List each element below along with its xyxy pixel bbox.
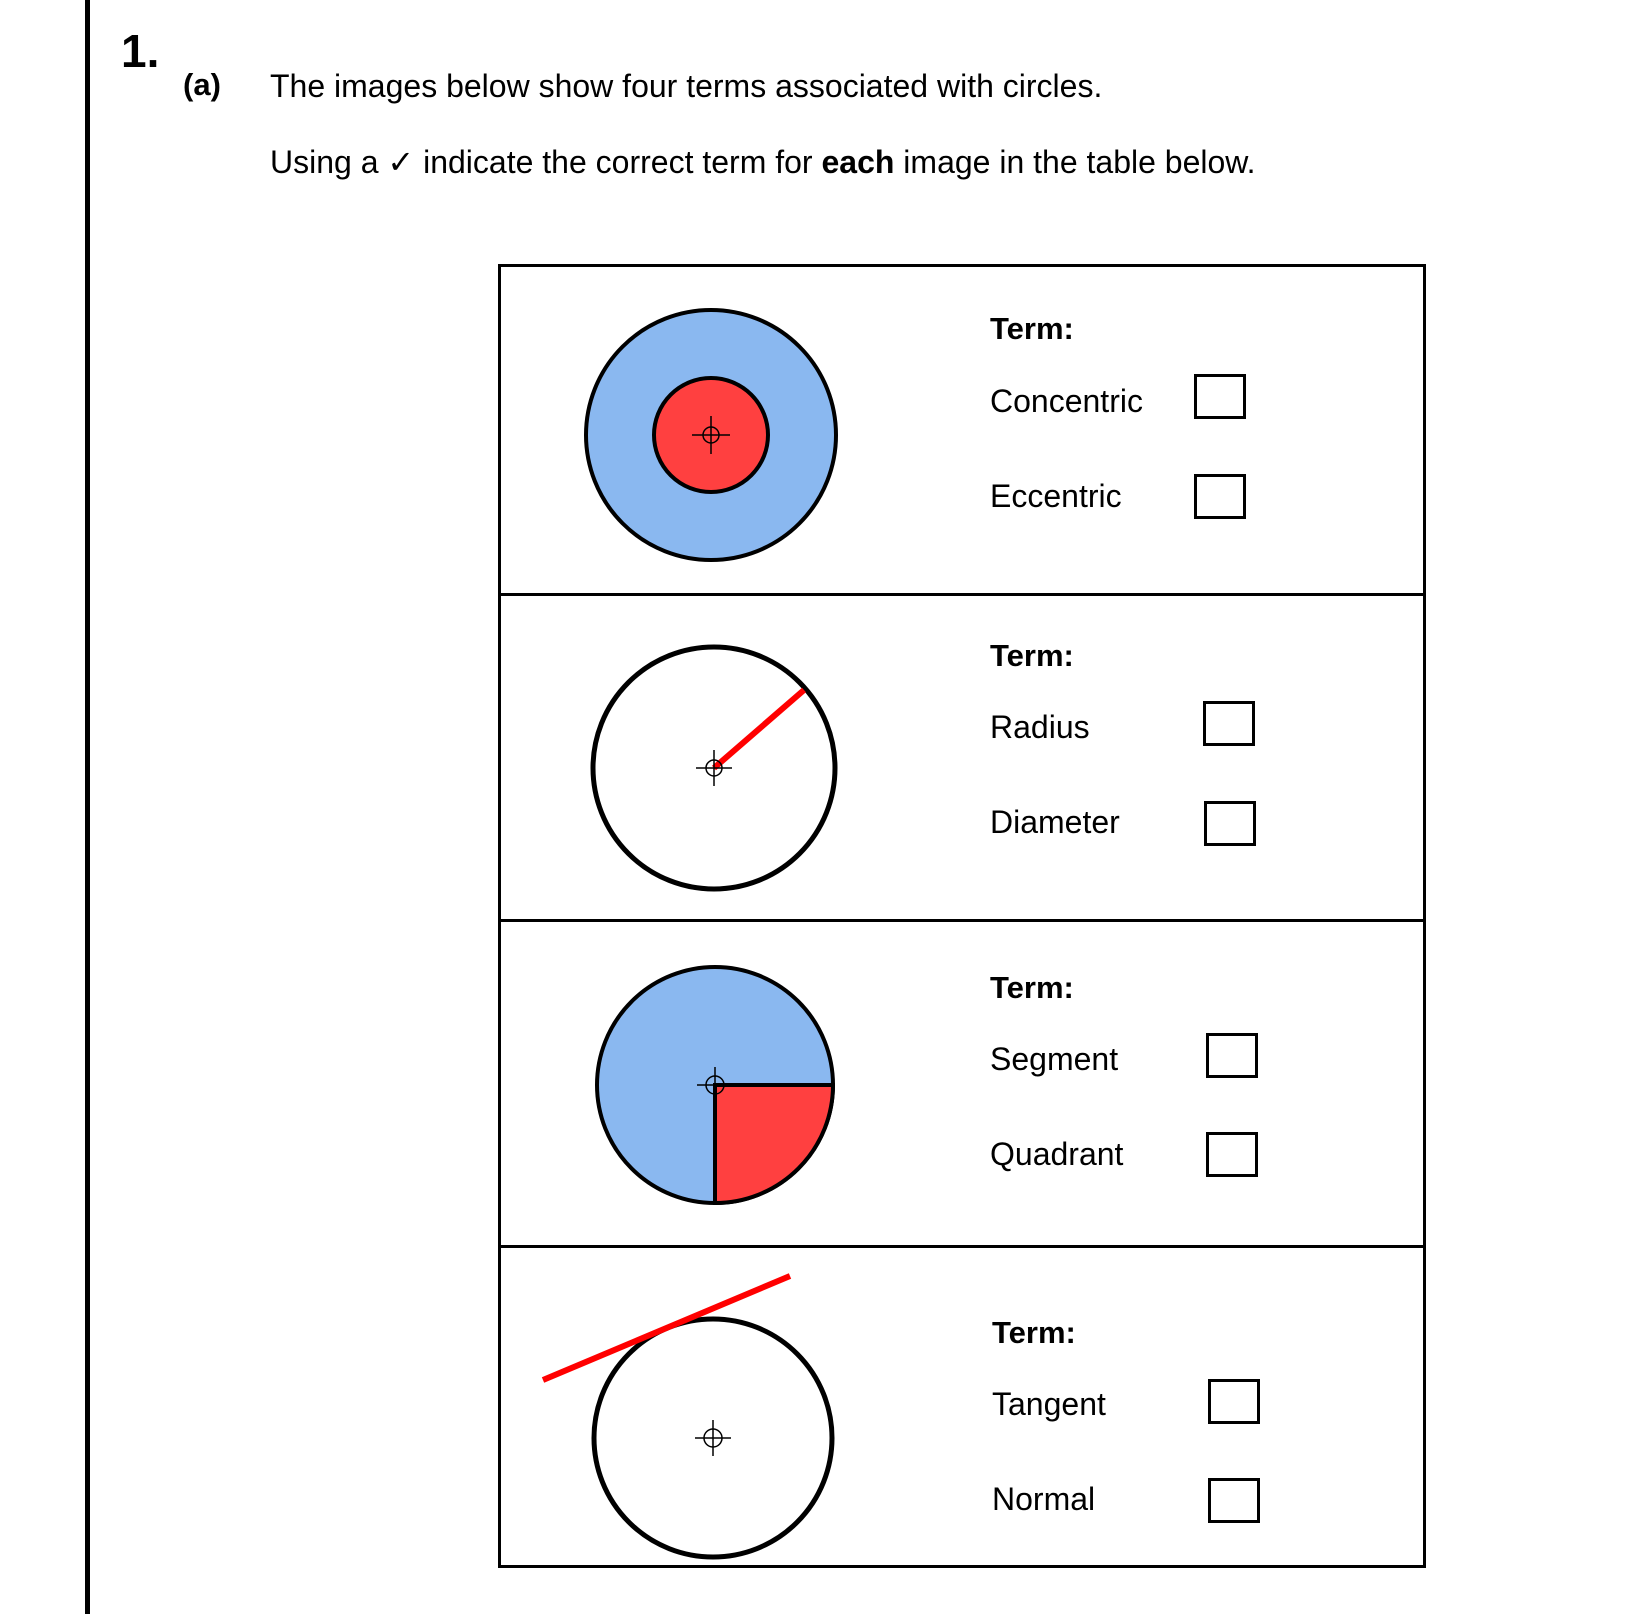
instruction-suffix: image in the table below.: [894, 144, 1256, 180]
question-number: 1.: [121, 25, 160, 77]
checkbox-normal[interactable]: [1208, 1478, 1260, 1523]
checkbox-quadrant[interactable]: [1206, 1132, 1258, 1177]
instruction-prefix: Using a ✓ indicate the correct term for: [270, 144, 822, 180]
table-row-concentric: [501, 267, 1423, 593]
option-label-diameter: Diameter: [990, 804, 1120, 840]
question-intro: The images below show four terms associated with circles.: [270, 68, 1103, 104]
checkbox-tangent[interactable]: [1208, 1379, 1260, 1424]
table-row-tangent: [501, 1245, 1423, 1574]
quadrant-diagram: [501, 922, 1423, 1245]
radius-diagram: [501, 596, 1423, 919]
question-part: (a): [183, 67, 221, 102]
instruction-bold: each: [821, 144, 895, 180]
question-instruction: [270, 146, 1256, 178]
term-label: Term:: [990, 638, 1074, 673]
checkbox-segment[interactable]: [1206, 1033, 1258, 1078]
margin-bar: [85, 0, 90, 1614]
option-label-quadrant: Quadrant: [990, 1136, 1124, 1172]
option-label-eccentric: Eccentric: [990, 478, 1122, 514]
option-label-segment: Segment: [990, 1041, 1119, 1077]
term-label: Term:: [990, 970, 1074, 1005]
checkbox-eccentric[interactable]: [1194, 474, 1246, 519]
option-label-radius: Radius: [990, 709, 1090, 745]
checkbox-diameter[interactable]: [1204, 801, 1256, 846]
table-row-radius: [501, 593, 1423, 922]
term-label: Term:: [990, 311, 1074, 346]
option-label-normal: Normal: [992, 1481, 1096, 1517]
option-label-tangent: Tangent: [992, 1386, 1106, 1422]
option-label-concentric: Concentric: [990, 383, 1143, 419]
checkbox-radius[interactable]: [1203, 701, 1255, 746]
checkbox-concentric[interactable]: [1194, 374, 1246, 419]
terms-table: [498, 264, 1426, 1568]
concentric-circles-diagram: [501, 267, 1423, 593]
tangent-diagram: [501, 1248, 1423, 1568]
table-row-quadrant: [501, 919, 1423, 1248]
term-label: Term:: [992, 1315, 1076, 1350]
